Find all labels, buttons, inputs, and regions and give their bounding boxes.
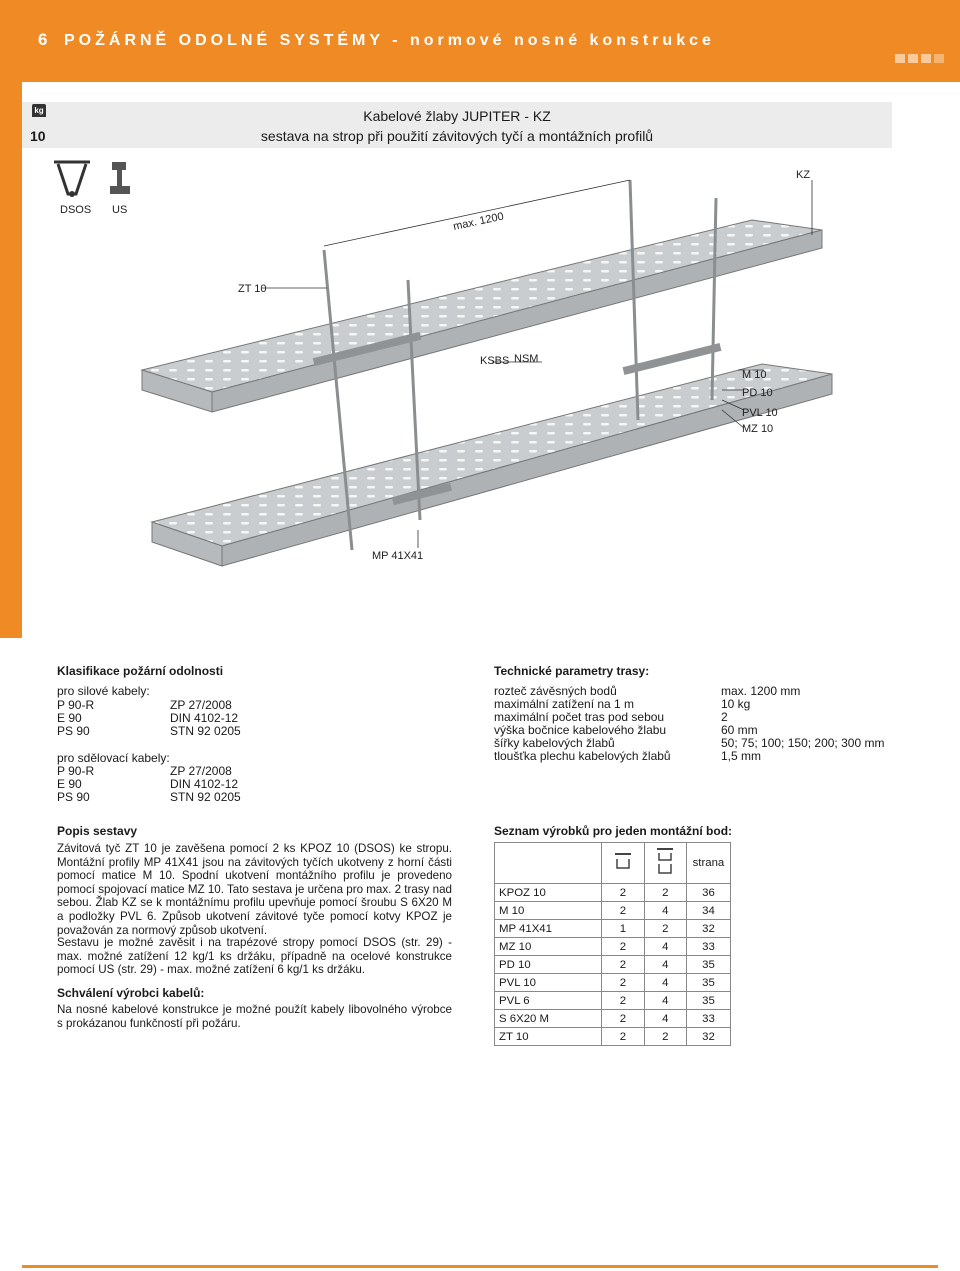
qty-two: 2 xyxy=(644,920,686,938)
class-key: E 90 xyxy=(57,777,82,791)
schvaleni-heading: Schválení výrobci kabelů: xyxy=(57,986,205,1000)
table-row xyxy=(495,938,731,956)
qty-two: 2 xyxy=(644,1028,686,1046)
label-max: max. 1200 xyxy=(452,210,505,233)
decor-square xyxy=(921,54,931,63)
table-row xyxy=(495,902,731,920)
class-value: STN 92 0205 xyxy=(170,724,241,738)
qty-one: 2 xyxy=(602,992,644,1010)
table-row xyxy=(495,1028,731,1046)
table-row xyxy=(495,920,731,938)
class-value: DIN 4102-12 xyxy=(170,777,239,791)
table-row xyxy=(495,1010,731,1028)
section-subtitle: sestava na strop při použití závitových tyčí a montážních profilů xyxy=(260,128,654,144)
strana-header: strana xyxy=(686,843,730,884)
param-key: šířky kabelových žlabů xyxy=(494,736,615,750)
qty-one: 2 xyxy=(602,1028,644,1046)
qty-two: 4 xyxy=(644,956,686,974)
class-key: PS 90 xyxy=(57,790,90,804)
product-name: S 6X20 M xyxy=(495,1010,602,1028)
silove-label: pro silové kabely: xyxy=(57,684,150,698)
class-key: E 90 xyxy=(57,711,82,725)
two-trays-icon xyxy=(644,843,686,884)
product-name: MP 41X41 xyxy=(495,920,602,938)
param-value: 50; 75; 100; 150; 200; 300 mm xyxy=(721,736,885,750)
param-value: 60 mm xyxy=(721,723,758,737)
param-key: maximální zatížení na 1 m xyxy=(494,697,635,711)
decor-square xyxy=(908,54,918,63)
product-name: PD 10 xyxy=(495,956,602,974)
param-value: max. 1200 mm xyxy=(721,684,801,698)
qty-one: 2 xyxy=(602,974,644,992)
qty-two: 2 xyxy=(644,884,686,902)
product-name: PVL 10 xyxy=(495,974,602,992)
param-value: 2 xyxy=(721,710,728,724)
product-name: KPOZ 10 xyxy=(495,884,602,902)
popis-text: Závitová tyč ZT 10 je zavěšena pomocí 2 ks KPOZ 10 (DSOS) ke stropu. Montážní profily MP 41X41 jsou na závitových tyčích ukotveny z horní části pomocí matice M 10. Spodní ukotvení montážního profilu je provedeno pomocí spojovací matice MZ 10. Tato sestava je určena pro max. 2 trasy nad sebou. Žlab KZ se k montážnímu profilu upevňuje pomocí šroubu S 6X20 M a podložky PVL 6. Způsob ukotvení závitové tyče pomocí kotvy KPOZ je považován za normový způsob ukotvení. xyxy=(57,842,452,937)
page-ref: 32 xyxy=(686,1028,730,1046)
schvaleni-text: Na nosné kabelové konstrukce je možné použít kabely libovolného výrobce s prokázanou funkčností při požáru. xyxy=(57,1003,452,1030)
qty-two: 4 xyxy=(644,902,686,920)
page-ref: 36 xyxy=(686,884,730,902)
label-nsm: NSM xyxy=(514,353,539,365)
page-ref: 35 xyxy=(686,956,730,974)
qty-one: 2 xyxy=(602,884,644,902)
page-ref: 35 xyxy=(686,974,730,992)
qty-two: 4 xyxy=(644,938,686,956)
popis-heading: Popis sestavy xyxy=(57,824,138,838)
product-name: MZ 10 xyxy=(495,938,602,956)
class-value: ZP 27/2008 xyxy=(170,764,232,778)
side-accent-bar xyxy=(0,82,22,638)
seznam-heading: Seznam výrobků pro jeden montážní bod: xyxy=(494,824,733,838)
class-key: P 90-R xyxy=(57,764,95,778)
class-key: PS 90 xyxy=(57,724,90,738)
qty-one: 2 xyxy=(602,902,644,920)
page-ref: 33 xyxy=(686,1010,730,1028)
dsos-anchor-icon xyxy=(54,162,90,197)
qty-two: 4 xyxy=(644,1010,686,1028)
param-key: výška bočnice kabelového žlabu xyxy=(494,723,667,737)
popis-text-2: Sestavu je možné zavěsit i na trapézové stropy pomocí DSOS (str. 29) - max. možné zatížení 12 kg/1 ks držáku, případně na ocelové konstrukce pomocí US (str. 29) - max. možné zatížení 6 kg/1 ks držáku. xyxy=(57,936,452,977)
product-name: ZT 10 xyxy=(495,1028,602,1046)
label-pvl10: PVL 10 xyxy=(742,407,778,419)
section-title: Kabelové žlaby JUPITER - KZ xyxy=(363,108,551,124)
page-ref: 33 xyxy=(686,938,730,956)
qty-one: 2 xyxy=(602,1010,644,1028)
technicke-heading: Technické parametry trasy: xyxy=(494,664,650,678)
one-tray-icon xyxy=(602,843,644,884)
qty-one: 2 xyxy=(602,938,644,956)
param-key: rozteč závěsných bodů xyxy=(494,684,617,698)
label-kz: KZ xyxy=(796,169,811,181)
param-key: maximální počet tras pod sebou xyxy=(494,710,665,724)
assembly-diagram xyxy=(22,150,882,640)
klasifikace-heading: Klasifikace požární odolnosti xyxy=(57,664,224,678)
table-row xyxy=(495,992,731,1010)
class-value: ZP 27/2008 xyxy=(170,698,232,712)
label-pd10: PD 10 xyxy=(742,387,773,399)
label-mz10: MZ 10 xyxy=(742,423,774,435)
footer-rule xyxy=(22,1265,938,1268)
decor-square xyxy=(934,54,944,63)
page-number: 6 xyxy=(38,30,48,49)
table-row xyxy=(495,884,731,902)
product-name: M 10 xyxy=(495,902,602,920)
sdelovaci-label: pro sdělovací kabely: xyxy=(57,751,170,765)
decor-square xyxy=(895,54,905,63)
label-mp: MP 41X41 xyxy=(372,550,424,562)
qty-one: 1 xyxy=(602,920,644,938)
param-key: tloušťka plechu kabelových žlabů xyxy=(494,749,671,763)
table-row xyxy=(495,974,731,992)
label-ksbs: KSBS xyxy=(480,355,510,367)
product-table xyxy=(494,842,731,1046)
product-name: PVL 6 xyxy=(495,992,602,1010)
title-band xyxy=(22,102,892,148)
page-title: POŽÁRNĚ ODOLNÉ SYSTÉMY - normové nosné konstrukce xyxy=(64,32,715,49)
param-value: 1,5 mm xyxy=(721,749,762,763)
table-header-row xyxy=(495,843,731,884)
page-ref: 35 xyxy=(686,992,730,1010)
qty-two: 4 xyxy=(644,974,686,992)
label-m10: M 10 xyxy=(742,369,767,381)
param-value: 10 kg xyxy=(721,697,751,711)
us-clamp-icon xyxy=(110,162,130,194)
qty-one: 2 xyxy=(602,956,644,974)
label-us: US xyxy=(112,204,128,216)
class-value: STN 92 0205 xyxy=(170,790,241,804)
label-zt10: ZT 10 xyxy=(238,283,267,295)
class-key: P 90-R xyxy=(57,698,95,712)
load-value: 10 xyxy=(30,128,46,144)
table-row xyxy=(495,956,731,974)
class-value: DIN 4102-12 xyxy=(170,711,239,725)
qty-two: 4 xyxy=(644,992,686,1010)
weight-icon: kg xyxy=(32,104,46,117)
page-ref: 34 xyxy=(686,902,730,920)
page-ref: 32 xyxy=(686,920,730,938)
label-dsos: DSOS xyxy=(60,204,92,216)
